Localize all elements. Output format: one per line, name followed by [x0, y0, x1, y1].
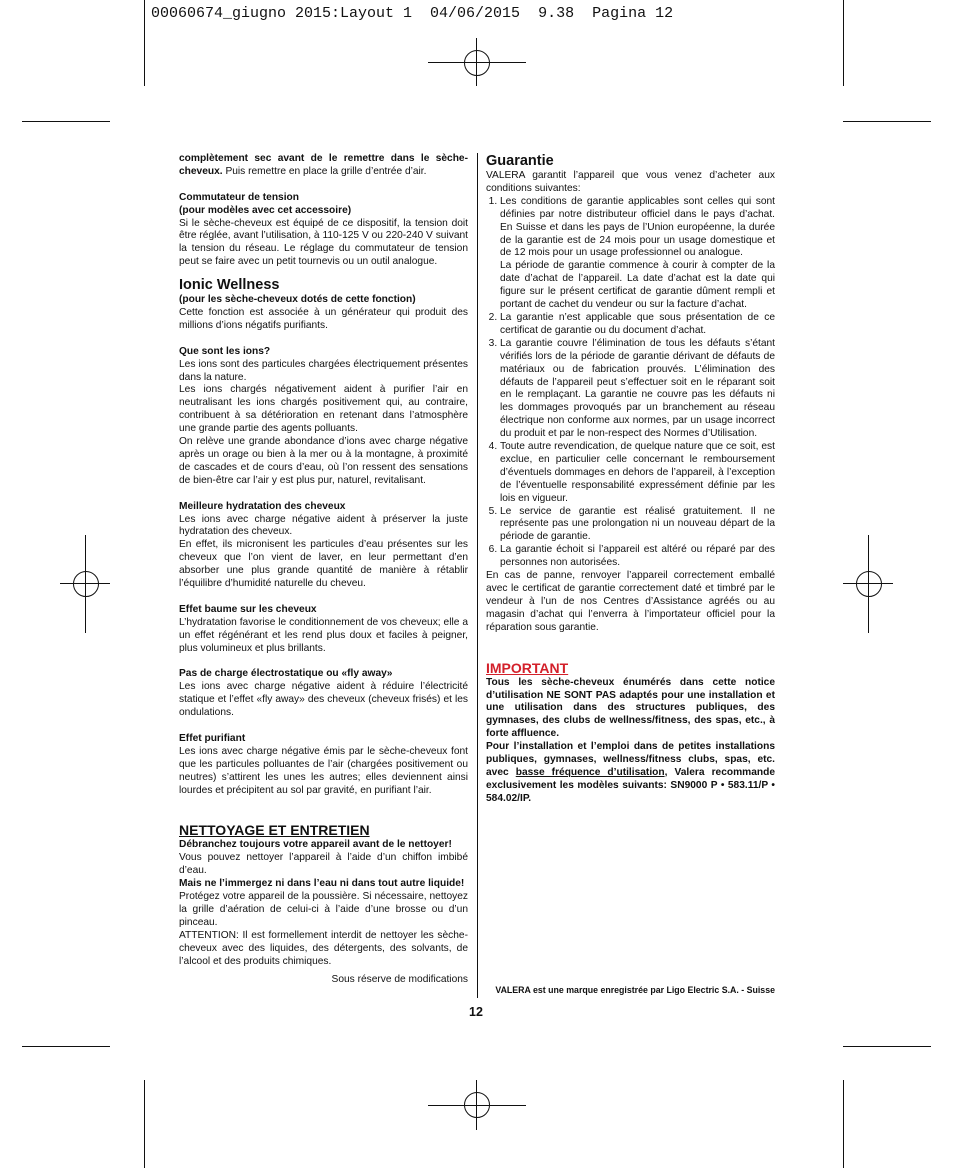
reserve-note: Sous réserve de modifications — [331, 974, 468, 986]
garantie-item: 5. Le service de garantie est réalisé gratuitement. Il ne représente pas une prolongation ni un nouveau départ de la période de garantie. — [500, 506, 775, 545]
garantie-title: Guarantie — [486, 153, 554, 169]
garantie-item — [500, 196, 775, 312]
important-text: Pour l’installation et l’emploi dans de petites installations publiques, gymnases, wellness/fitness clubs, spas, etc. avec — [486, 741, 775, 778]
nettoyage-warning: Mais ne l’immergez ni dans l’eau ni dans tout autre liquide! — [179, 878, 465, 890]
registration-mark — [464, 1092, 490, 1118]
important-text: , Valera recommande exclusivement les modèles suivants: SN9000 P • 583.11/P • 584.02/IP. — [486, 766, 775, 804]
nettoyage-paragraph: Vous pouvez nettoyer l’appareil à l’aide d’un chiffon imbibé d’eau. — [179, 852, 468, 877]
commutateur-text: Si le sèche-cheveux est équipé de ce dispositif, la tension doit être réglée, avant l’utilisation, à 110-125 V ou 220-240 V suivant la tension du réseau. Le réglage du commutateur de tension peut se faire avec un petit tournevis ou un outil analogue. — [179, 217, 468, 268]
ionic-title: Ionic Wellness — [179, 277, 280, 294]
brand-footer: VALERA est une marque enregistrée par Ligo Electric S.A. - Suisse — [495, 985, 775, 995]
crop-mark — [22, 121, 110, 122]
ions-paragraph: Les ions sont des particules chargées électriquement présentes dans la nature. — [179, 358, 468, 383]
nettoyage-paragraph: Protégez votre appareil de la poussière. Si nécessaire, nettoyez la grille d’aération de celui-ci à l’aide d’une brosse ou d’un pinceau. — [179, 891, 468, 928]
registration-mark — [856, 571, 882, 597]
commutateur-title: Commutateur de tension — [179, 191, 299, 203]
registration-mark — [464, 50, 490, 76]
ions-paragraph: Les ions chargés négativement aident à purifier l’air en neutralisant les ions chargés positivement qui, au contraire, contribuent à sa détérioration en retenant dans l’atmosphère une grande partie des agents polluants. — [179, 384, 468, 435]
garantie-item: 4. Toute autre revendication, de quelque nature que ce soit, est exclue, en particulier celle concernant le remboursement d’éventuels dommages en dehors de l’appareil, à l’exception de l’éventuelle responsabilité expressément définie par les lois en vigueur. — [500, 441, 775, 506]
registration-mark — [73, 571, 99, 597]
flyaway-text: Les ions avec charge négative aident à réduire l’électricité statique et l’effet «fly away» des cheveux (cheveux frisés) et les ondulations. — [179, 681, 468, 719]
crop-mark — [144, 0, 145, 86]
ions-title: Que sont les ions? — [179, 345, 271, 357]
commutateur-subtitle: (pour modèles avec cet accessoire) — [179, 204, 352, 216]
hydration-title: Meilleure hydratation des cheveux — [179, 500, 346, 512]
nettoyage-title: NETTOYAGE ET ENTRETIEN — [179, 822, 370, 839]
intro-rest: Puis remettre en place la grille d’entrée d’air. — [222, 165, 427, 177]
nettoyage-paragraph: ATTENTION: Il est formellement interdit de nettoyer les sèche-cheveux avec des liquides, des détergents, des solvants, de l’alcool et des produits chimiques. — [179, 929, 468, 967]
intro-paragraph — [179, 153, 468, 179]
ions-paragraph: On relève une grande abondance d’ions avec charge négative après un orage ou bien à la mer ou à la montagne, à proximité de cascades et de cours d’eau, où l’on ressent des sensations de bien-être car l’air y est plus pur, naturel, revitalisant. — [179, 436, 468, 486]
hydration-paragraph: Les ions avec charge négative aident à préserver la juste hydratation des cheveux. — [179, 513, 468, 538]
garantie-item-extra: La période de garantie commence à courir à compter de la date d’achat de l’appareil. La date d’achat est la date qui figure sur le présent certificat de garantie dûment rempli et portant de cachet du vendeur ou sur la facture d’achat. — [500, 260, 775, 311]
garantie-item: 2. La garantie n’est applicable que sous présentation de ce certificat de garantie ou du document d’achat. — [500, 312, 775, 338]
page-number: 12 — [469, 1005, 483, 1019]
garantie-item: 3. La garantie couvre l’élimination de tous les défauts s’étant vérifiés lors de la période de garantie dérivant de défauts de matériaux ou de fabrication prouvés. L’élimination des défauts de l’appareil peut s’effectuer soit en le réparant soit en le remplaçant. La garantie ne couvre pas les défauts ni les dommages provoqués par un branchement au réseau électrique non conforme aux normes, par un usage incorrect du produit et par le non-respect des Normes d’Utilisation. — [500, 338, 775, 441]
purifiant-title: Effet purifiant — [179, 732, 246, 744]
crop-mark — [843, 1046, 931, 1047]
baume-text: L’hydratation favorise le conditionnement de vos cheveux; elle a un effet régénérant et les rend plus doux et faciles à peigner, plus volumineux et plus brillants. — [179, 616, 468, 654]
right-column — [486, 153, 775, 806]
garantie-item-text: Les conditions de garantie applicables sont celles qui sont définies par notre distributeur officiel dans le pays d’achat. En Suisse et dans les pays de l’Union européenne, la durée de la garantie est de 24 mois pour un usage domestique et de 12 mois pour un usage professionnel ou analogue. — [500, 195, 775, 259]
ionic-text: Cette fonction est associée à un générateur qui produit des millions d’ions négatifs purifiants. — [179, 307, 468, 331]
flyaway-title: Pas de charge électrostatique ou «fly away» — [179, 668, 393, 680]
panne-text: En cas de panne, renvoyer l’appareil correctement emballé avec le certificat de garantie correctement daté et timbré par le vendeur à l’un de nos Centres d’Assistance agréés ou au magasin d’achat qui l’enverra à l’importateur officiel pour la réparation sous garantie. — [486, 570, 775, 633]
crop-mark — [22, 1046, 110, 1047]
garantie-item: 6. La garantie échoit si l’appareil est altéré ou réparé par des personnes non autorisées. — [500, 544, 775, 570]
print-slug: 00060674_giugno 2015:Layout 1 04/06/2015 9.38 Pagina 12 — [151, 5, 674, 22]
left-column — [179, 153, 468, 987]
column-divider — [477, 153, 478, 998]
garantie-list — [486, 196, 775, 570]
crop-mark — [144, 1080, 145, 1168]
important-paragraph: Tous les sèche-cheveux énumérés dans cette notice d’utilisation NE SONT PAS adaptés pour une installation et une utilisation dans des structures publiques, des gymnases, des clubs de wellness/fitness, des spas, etc., à forte affluence. — [486, 676, 775, 740]
important-paragraph — [486, 741, 775, 806]
purifiant-text: Les ions avec charge négative émis par le sèche-cheveux font que les particules polluantes de l’air (chargées positivement ou neutres) s’attirent les unes les autres; elles deviennent ainsi lourdes et précipitent au sol par gravité, en purifiant l’air. — [179, 745, 468, 796]
important-title: IMPORTANT — [486, 659, 569, 676]
important-underlined: basse fréquence d’utilisation — [515, 766, 665, 778]
baume-title: Effet baume sur les cheveux — [179, 603, 317, 615]
garantie-intro: VALERA garantit l’appareil que vous venez d’acheter aux conditions suivantes: — [486, 170, 775, 194]
crop-mark — [843, 1080, 844, 1168]
crop-mark — [843, 121, 931, 122]
hydration-paragraph: En effet, ils micronisent les particules d’eau présentes sur les cheveux que l’on vient de laver, en leur permettant d’en absorber une plus grande quantité de manière à rétablir l’équilibre d’humidité naturelle du cheveu. — [179, 539, 468, 590]
intro-bold: complètement sec avant de le remettre dans le sèche-cheveux. — [179, 153, 468, 177]
nettoyage-warning: Débranchez toujours votre appareil avant de le nettoyer! — [179, 839, 452, 851]
crop-mark — [843, 0, 844, 86]
ionic-subtitle: (pour les sèche-cheveux dotés de cette fonction) — [179, 294, 416, 306]
